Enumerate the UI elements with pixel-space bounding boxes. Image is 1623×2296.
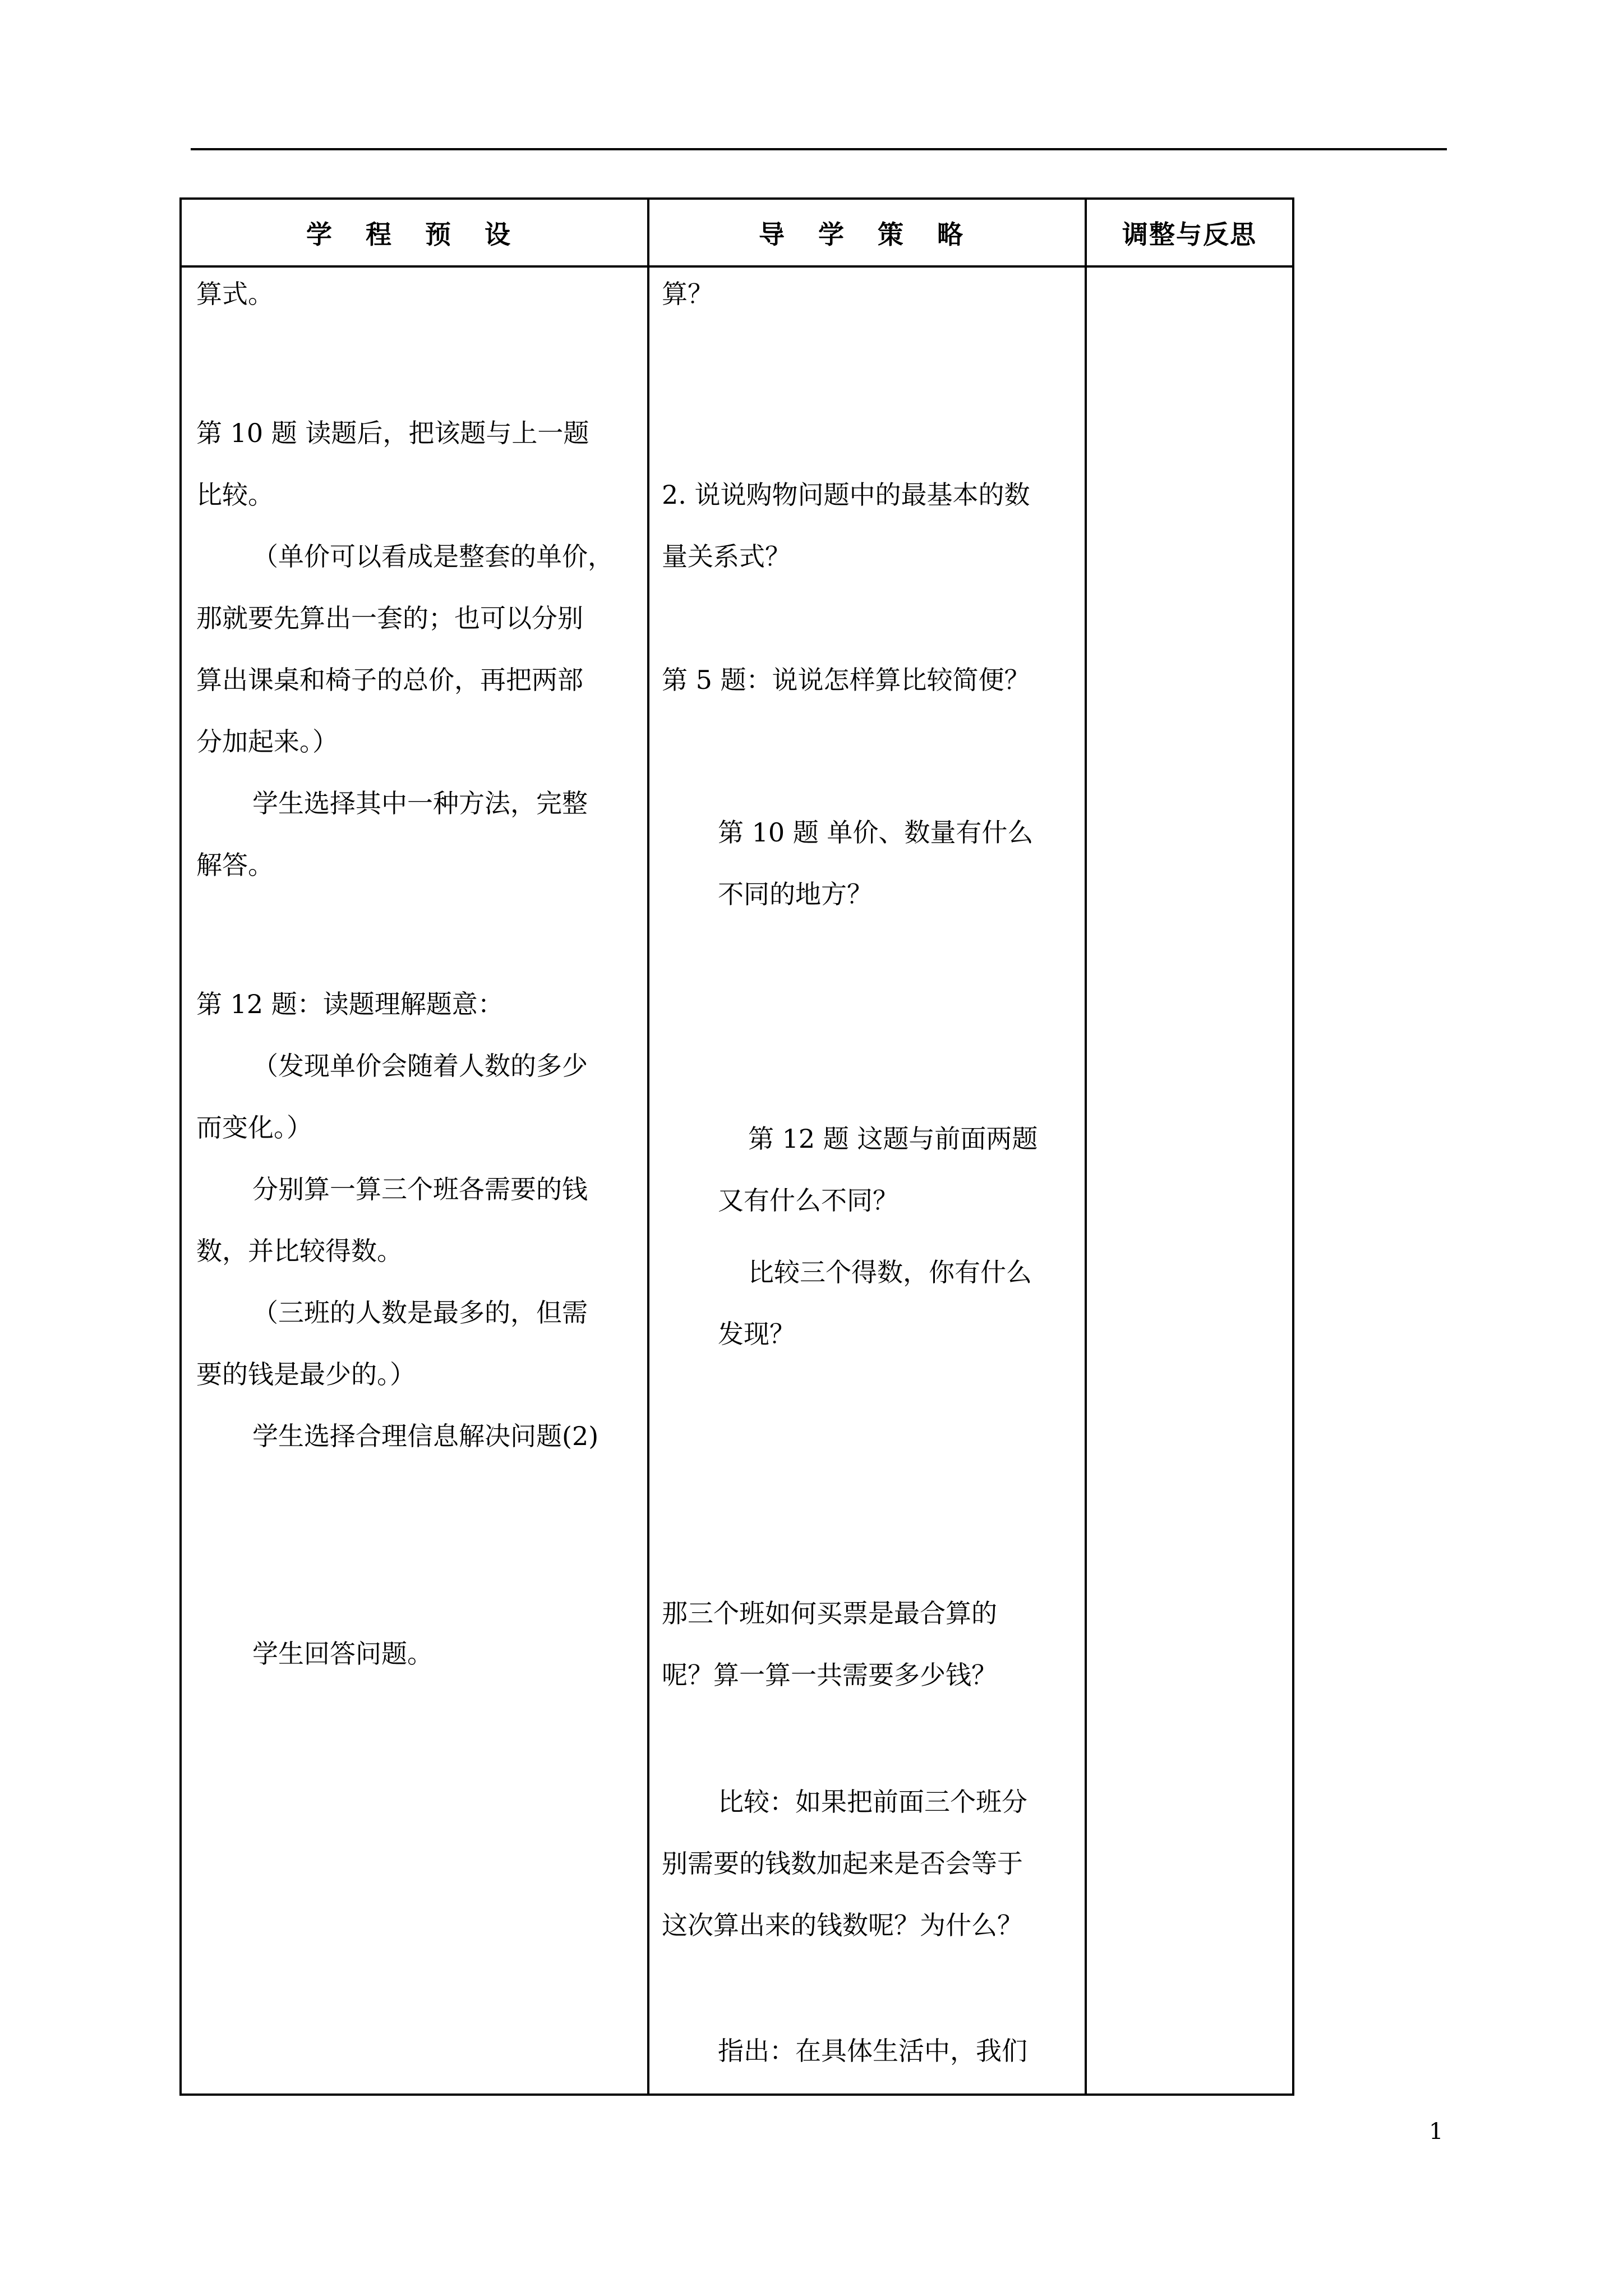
- col1-line: 第 12 题：读题理解题意：: [196, 989, 504, 1019]
- col2-line: 不同的地方？: [718, 879, 873, 909]
- col1-line: 第 10 题 读题后，把该题与上一题: [196, 418, 589, 448]
- col1-line: 分别算一算三个班各需要的钱: [252, 1174, 588, 1204]
- col2-line: 那三个班如何买票是最合算的: [662, 1598, 997, 1628]
- col2-line: 比较：如果把前面三个班分: [718, 1787, 1027, 1817]
- col1-line: （单价可以看成是整套的单价，: [252, 541, 614, 572]
- col2-line: 量关系式？: [662, 541, 791, 572]
- column-divider-2: [1085, 200, 1087, 2093]
- header-row-divider: [182, 265, 1292, 268]
- col2-line: 比较三个得数，你有什么: [748, 1257, 1032, 1287]
- col1-line: 比较。: [196, 480, 274, 510]
- col1-line: 学生回答问题。: [252, 1639, 433, 1669]
- header-rule: [191, 148, 1447, 150]
- col2-line: 别需要的钱数加起来是否会等于: [662, 1848, 1023, 1879]
- col1-line: 算出课桌和椅子的总价，再把两部: [196, 665, 583, 695]
- col1-line: （三班的人数是最多的，但需: [252, 1297, 588, 1328]
- column-divider-1: [647, 200, 649, 2093]
- page-number: 1: [1429, 2119, 1444, 2145]
- col1-line: 学生选择合理信息解决问题(2): [252, 1421, 599, 1451]
- col1-line: 而变化。）: [196, 1112, 312, 1143]
- col1-line: （发现单价会随着人数的多少: [252, 1051, 588, 1081]
- col2-line: 呢？算一算一共需要多少钱？: [662, 1660, 997, 1690]
- col2-line: 2. 说说购物问题中的最基本的数: [662, 480, 1030, 510]
- col1-line: 那就要先算出一套的；也可以分别: [196, 603, 583, 633]
- col2-line: 这次算出来的钱数呢？为什么？: [662, 1910, 1023, 1940]
- lesson-plan-table: [179, 197, 1294, 2096]
- col2-line: 第 12 题 这题与前面两题: [748, 1124, 1038, 1154]
- header-guidance-strategy: 导 学 策 略: [758, 219, 976, 250]
- col2-line: 发现？: [718, 1319, 795, 1349]
- col1-line: 学生选择其中一种方法，完整: [252, 788, 588, 818]
- col1-line: 解答。: [196, 850, 274, 880]
- col1-line: 数，并比较得数。: [196, 1236, 403, 1266]
- col2-line: 第 10 题 单价、数量有什么: [718, 817, 1034, 848]
- header-learning-preset: 学 程 预 设: [306, 219, 523, 250]
- col1-line: 分加起来。）: [196, 726, 338, 757]
- col1-line: 算式。: [196, 279, 274, 309]
- col2-line: 又有什么不同？: [718, 1185, 898, 1216]
- header-adjustment-reflection: 调整与反思: [1122, 219, 1257, 250]
- col1-line: 要的钱是最少的。）: [196, 1359, 416, 1389]
- col2-line: 算？: [662, 279, 713, 309]
- col2-line: 第 5 题：说说怎样算比较简便？: [662, 665, 1030, 695]
- col2-line: 指出：在具体生活中，我们: [718, 2036, 1027, 2066]
